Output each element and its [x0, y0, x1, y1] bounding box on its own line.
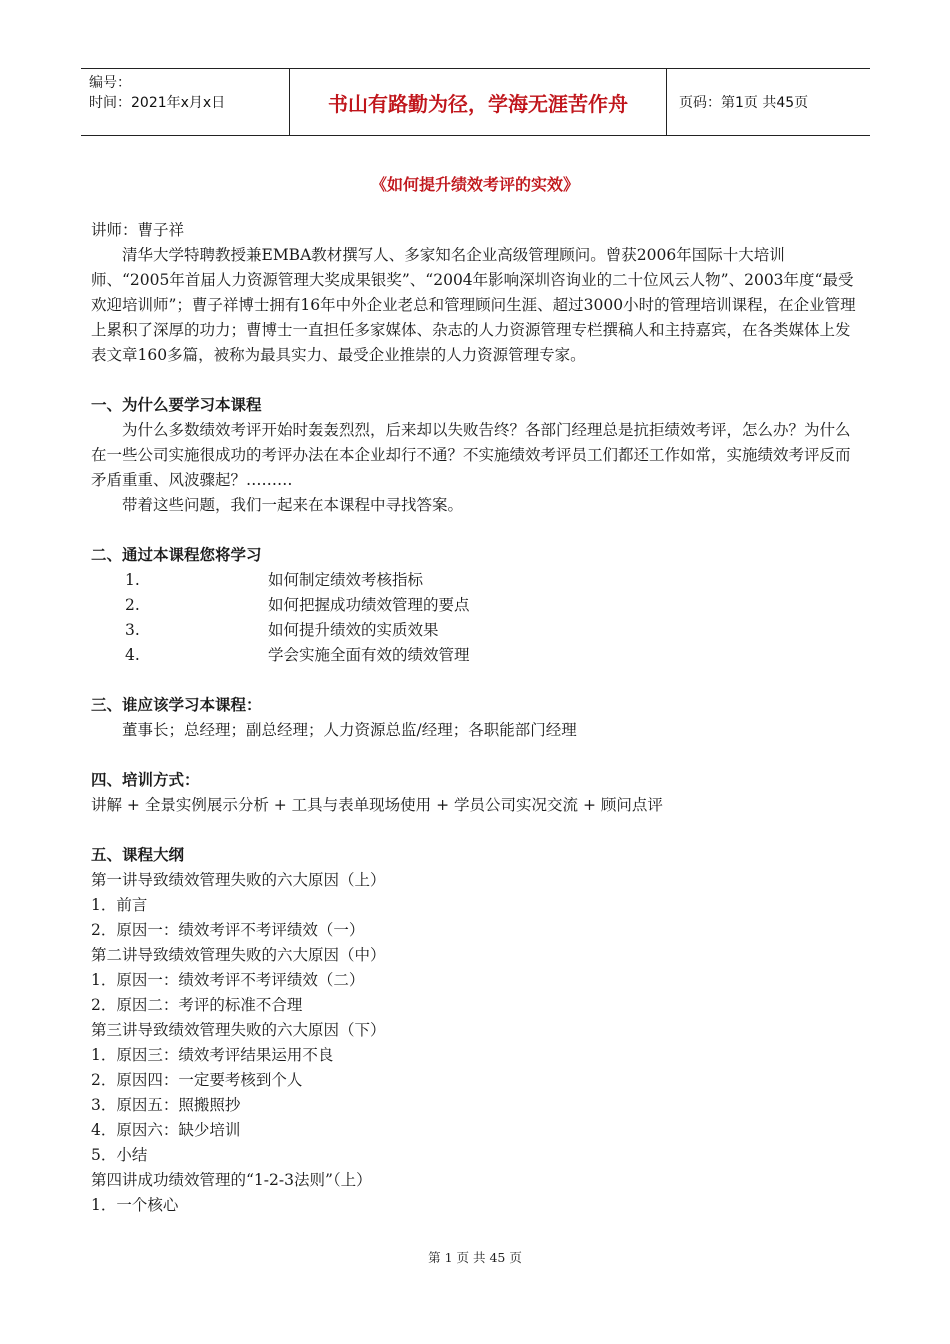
- outline-line: 2．原因二：考评的标准不合理: [91, 996, 303, 1014]
- list-item: [91, 593, 856, 618]
- outline-line: 5．小结: [91, 1146, 148, 1164]
- outline-line: 第四讲成功绩效管理的“1-2-3法则”（上）: [91, 1171, 372, 1189]
- list-item-text: 学会实施全面有效的绩效管理: [268, 646, 470, 664]
- list-item: [91, 618, 856, 643]
- header-number-label: 编号：: [89, 75, 131, 91]
- page-footer: 第 1 页 共 45 页: [428, 1250, 522, 1265]
- list-item-number: 2.: [125, 596, 140, 614]
- lecturer-line: 讲师：曹子祥: [91, 221, 185, 239]
- lecturer-bio: 清华大学特聘教授兼EMBA教材撰写人、多家知名企业高级管理顾问。曾获2006年国际十大培训师、“2005年首届人力资源管理大奖成果银奖”、“2004年影响深圳咨询业的二十位风云人物”、2003年度“最受欢迎培训师”；曹子祥博士拥有16年中外企业老总和管理顾问生涯、超过3000小时的管理培训课程，在企业管理上累积了深厚的功力；曹博士一直担任多家媒体、杂志的人力资源管理专栏撰稿人和主持嘉宾，在各类媒体上发表文章160多篇，被称为最具实力、最受企业推崇的人力资源管理专家。: [91, 246, 856, 364]
- method-text: 讲解 + 全景实例展示分析 + 工具与表单现场使用 + 学员公司实况交流 + 顾问点评: [91, 796, 663, 814]
- header-motto: 书山有路勤为径，学海无涯苦作舟: [289, 69, 667, 135]
- section-heading-why: 一、为什么要学习本课程: [91, 396, 262, 414]
- section-heading-audience: 三、谁应该学习本课程：: [91, 696, 262, 714]
- outline-line: 第二讲导致绩效管理失败的六大原因（中）: [91, 946, 386, 964]
- header-date: 时间：2021年x月x日: [89, 95, 226, 111]
- list-item-number: 3.: [125, 621, 140, 639]
- outline-line: 3．原因五：照搬照抄: [91, 1096, 241, 1114]
- outline-line: 1．原因三：绩效考评结果运用不良: [91, 1046, 334, 1064]
- outline-line: 1．前言: [91, 896, 148, 914]
- outline-line: 1．一个核心: [91, 1196, 179, 1214]
- section-heading-outline: 五、课程大纲: [91, 846, 185, 864]
- page-header: [81, 68, 870, 136]
- list-item-text: 如何提升绩效的实质效果: [268, 621, 439, 639]
- document-title: 《如何提升绩效考评的实效》: [370, 175, 579, 194]
- list-item: [91, 643, 856, 668]
- list-item-number: 1.: [125, 571, 140, 589]
- audience-text: 董事长；总经理；副总经理；人力资源总监/经理；各职能部门经理: [122, 721, 577, 739]
- section-heading-learn: 二、通过本课程您将学习: [91, 546, 262, 564]
- outline-line: 2．原因一：绩效考评不考评绩效（一）: [91, 921, 365, 939]
- outline-line: 1．原因一：绩效考评不考评绩效（二）: [91, 971, 365, 989]
- section-heading-method: 四、培训方式：: [91, 771, 200, 789]
- document-body: [91, 218, 856, 1218]
- list-item-number: 4.: [125, 646, 140, 664]
- outline-line: 第一讲导致绩效管理失败的六大原因（上）: [91, 871, 386, 889]
- outline-line: 2．原因四：一定要考核到个人: [91, 1071, 303, 1089]
- learn-list: [91, 568, 856, 668]
- header-page-info: 页码：第1页 共45页: [679, 95, 809, 111]
- list-item-text: 如何把握成功绩效管理的要点: [268, 596, 470, 614]
- list-item: [91, 568, 856, 593]
- why-paragraph-2: 带着这些问题，我们一起来在本课程中寻找答案。: [122, 496, 464, 514]
- why-paragraph-1: 为什么多数绩效考评开始时轰轰烈烈，后来却以失败告终？各部门经理总是抗拒绩效考评，怎么办？为什么在一些公司实施很成功的考评办法在本企业却行不通？不实施绩效考评员工们都还工作如常，实施绩效考评反而矛盾重重、风波骤起？………: [91, 421, 851, 489]
- outline-line: 第三讲导致绩效管理失败的六大原因（下）: [91, 1021, 386, 1039]
- list-item-text: 如何制定绩效考核指标: [268, 571, 424, 589]
- header-meta: [81, 69, 289, 135]
- outline-line: 4．原因六：缺少培训: [91, 1121, 241, 1139]
